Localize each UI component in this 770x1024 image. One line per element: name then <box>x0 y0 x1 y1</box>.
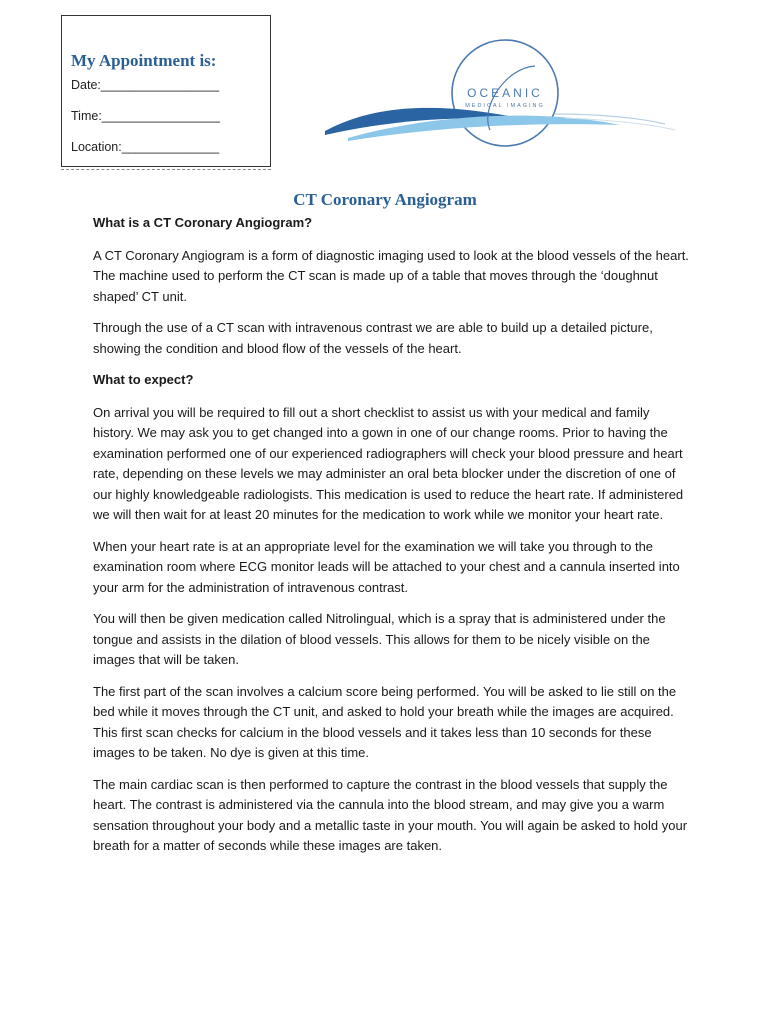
paragraph-nitrolingual: You will then be given medication called Nitrolingual, which is a spray that is administered under the tongue and assists in the dilation of blood vessels. This allows for them to be nicely visible on the images that will be taken. <box>93 611 666 667</box>
date-field: Date:_________________ <box>71 78 220 92</box>
location-field: Location:______________ <box>71 140 220 154</box>
heading-what-is: What is a CT Coronary Angiogram? <box>93 215 313 230</box>
paragraph-arrival: On arrival you will be required to fill out a short checklist to assist us with your medical and family history. We may ask you to get changed into a gown in one of our change rooms. Prior to having the examination performed one of our experienced radiographers will check your blood pressure and heart rate, depending on these levels we may administer an oral beta blocker under the discretion of one of our highly knowledgeable radiologists. This medication is used to reduce the heart rate. If administered we will then wait for at least 20 minutes for the medication to work while we monitor your heart rate. <box>93 404 684 522</box>
document-title: CT Coronary Angiogram <box>293 190 477 209</box>
logo-name: OCEANIC <box>467 86 543 100</box>
appointment-box <box>61 15 271 167</box>
logo-tagline: MEDICAL IMAGING <box>465 103 545 109</box>
heading-what-to-expect: What to expect? <box>93 372 194 387</box>
paragraph-definition: A CT Coronary Angiogram is a form of diagnostic imaging used to look at the blood vessels of the heart. The machine used to perform the CT scan is made up of a table that moves through the ‘doughnut shaped’ CT unit. <box>93 247 689 304</box>
paragraph-cardiac-scan: The main cardiac scan is then performed to capture the contrast in the blood vessels that supply the heart. The contrast is administered via the cannula into the blood stream, and may give you a warm sensation throughout your body and a metallic taste in your mouth. You will again be asked to hold your breath for a matter of seconds while these images are taken. <box>93 776 688 853</box>
oceanic-logo <box>320 38 690 168</box>
time-field: Time:_________________ <box>71 109 220 123</box>
paragraph-calcium-score: The first part of the scan involves a calcium score being performed. You will be asked to lie still on the bed while it moves through the CT unit, and asked to hold your breath while the images are acquired. This first scan checks for calcium in the blood vessels and it takes less than 10 seconds for these images to be taken. No dye is given at this time. <box>93 683 677 760</box>
document-body <box>93 213 693 868</box>
paragraph-examination-room: When your heart rate is at an appropriate level for the examination we will take you through to the examination room where ECG monitor leads will be attached to your chest and a cannula inserted into your arm for the administration of intravenous contrast. <box>93 538 680 595</box>
appointment-title: My Appointment is: <box>71 51 217 70</box>
paragraph-contrast: Through the use of a CT scan with intravenous contrast we are able to build up a detailed picture, showing the condition and blood flow of the vessels of the heart. <box>93 320 653 356</box>
